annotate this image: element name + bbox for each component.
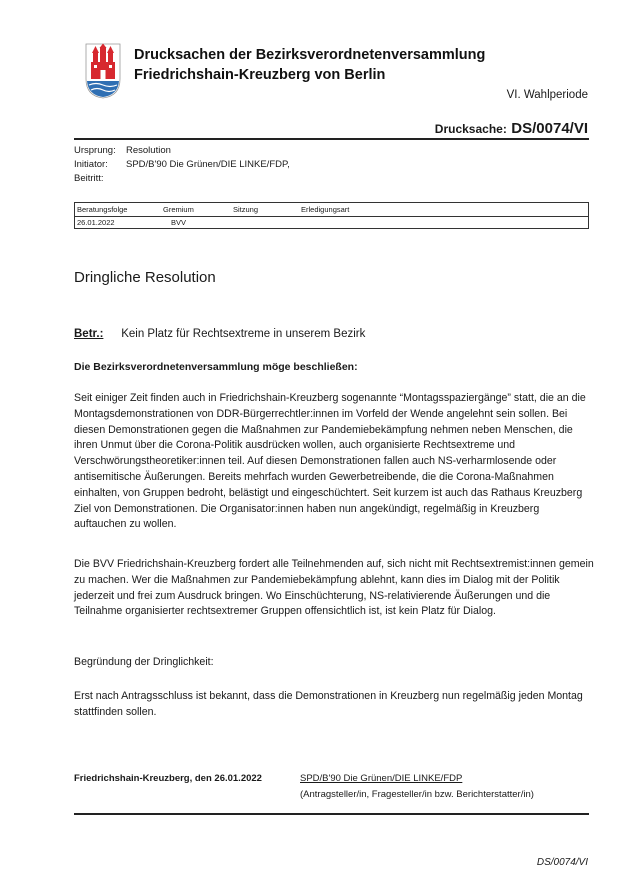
initiator-label: Initiator: — [74, 159, 108, 170]
col-beratungsfolge: Beratungsfolge — [77, 205, 128, 214]
beitritt-label: Beitritt: — [74, 173, 104, 184]
meta-block — [74, 144, 290, 186]
paragraph-1: Seit einiger Zeit finden auch in Friedrichshain-Kreuzberg sogenannte “Montagsspaziergänge” statt, die an die Montagsdemonstrationen von DDR-Bürgerrechtler:innen im Vorfeld der Wende angelehnt sein sollen. Bei diesen Demonstrationen gegen die Maßnahmen zur Pandemiebekämpfung nehmen neben Menschen, die ihren Unmut über die Corona-Politik ausdrücken wollen, auch organisierte Rechtsextreme und Verschwörungstheoretiker:innen teil. Auf diesen Demonstrationen fallen auch NS-verharmlosende oder antisemitische Äußerungen. Bereits mehrfach wurden Gewerbetreibende, die die Corona-Maßnahmen einhalten, von Gruppen bedroht, belästigt und eingeschüchtert. Seit kurzem ist auch das Rathaus Kreuzberg Ziel von Demonstrationen. Die Organisator:innen haben nun angekündigt, regelmäßig in Kreuzberg auftauchen zu wollen. — [74, 392, 586, 531]
dringlichkeit-heading: Begründung der Dringlichkeit: — [74, 656, 214, 668]
wahlperiode: VI. Wahlperiode — [506, 89, 588, 101]
table-row — [75, 216, 588, 229]
col-erledigungsart: Erledigungsart — [301, 205, 350, 214]
signature-name: SPD/B'90 Die Grünen/DIE LINKE/FDP — [300, 773, 463, 784]
beratungsfolge-table — [74, 202, 589, 229]
paragraph-2: Die BVV Friedrichshain-Kreuzberg fordert alle Teilnehmenden auf, sich nicht mit Rechtsextremist:innen gemein zu machen. Wer die Maßnahmen zur Pandemiebekämpfung ablehnt, kann dies im Dialog mit der Politik jederzeit und frei zum Ausdruck bringen. Wo Einschüchterung, NS-relativierende Äußerungen und die Teilnahme organisierter rechtsextremer Gruppen offensichtlich ist, ist kein Platz für Dialog. — [74, 558, 594, 618]
signature-divider — [74, 813, 589, 815]
initiator-value: SPD/B'90 Die Grünen/DIE LINKE/FDP, — [126, 159, 290, 170]
col-gremium: Gremium — [163, 205, 194, 214]
ursprung-value: Resolution — [126, 145, 171, 156]
betreff-label: Betr.: — [74, 328, 104, 340]
header-divider — [74, 138, 589, 140]
signature-place-date: Friedrichshain-Kreuzberg, den 26.01.2022 — [74, 773, 262, 784]
document-title: Dringliche Resolution — [74, 269, 216, 286]
header-title-line2: Friedrichshain-Kreuzberg von Berlin — [134, 67, 386, 83]
drucksache-value: DS/0074/VI — [511, 120, 588, 137]
drucksache-number — [400, 120, 588, 138]
footer-document-number: DS/0074/VI — [536, 857, 588, 868]
betreff-text: Kein Platz für Rechtsextreme in unserem Bezirk — [121, 328, 366, 340]
signature-role: (Antragsteller/in, Fragesteller/in bzw. Berichterstatter/in) — [300, 789, 534, 800]
resolution-intro: Die Bezirksverordnetenversammlung möge beschließen: — [74, 361, 358, 373]
drucksache-label: Drucksache: — [434, 122, 507, 136]
cell-date: 26.01.2022 — [77, 218, 115, 227]
betreff — [74, 328, 365, 340]
header-title-line1: Drucksachen der Bezirksverordnetenversammlung — [134, 47, 486, 63]
header-title — [134, 45, 485, 85]
col-sitzung: Sitzung — [233, 205, 259, 214]
cell-gremium: BVV — [171, 218, 187, 227]
ursprung-label: Ursprung: — [74, 145, 116, 156]
table-header-row — [75, 203, 588, 217]
district-coat-of-arms-icon — [85, 43, 121, 99]
paragraph-3: Erst nach Antragsschluss ist bekannt, dass die Demonstrationen in Kreuzberg nun regelmäßig jeden Montag stattfinden sollen. — [74, 690, 583, 718]
